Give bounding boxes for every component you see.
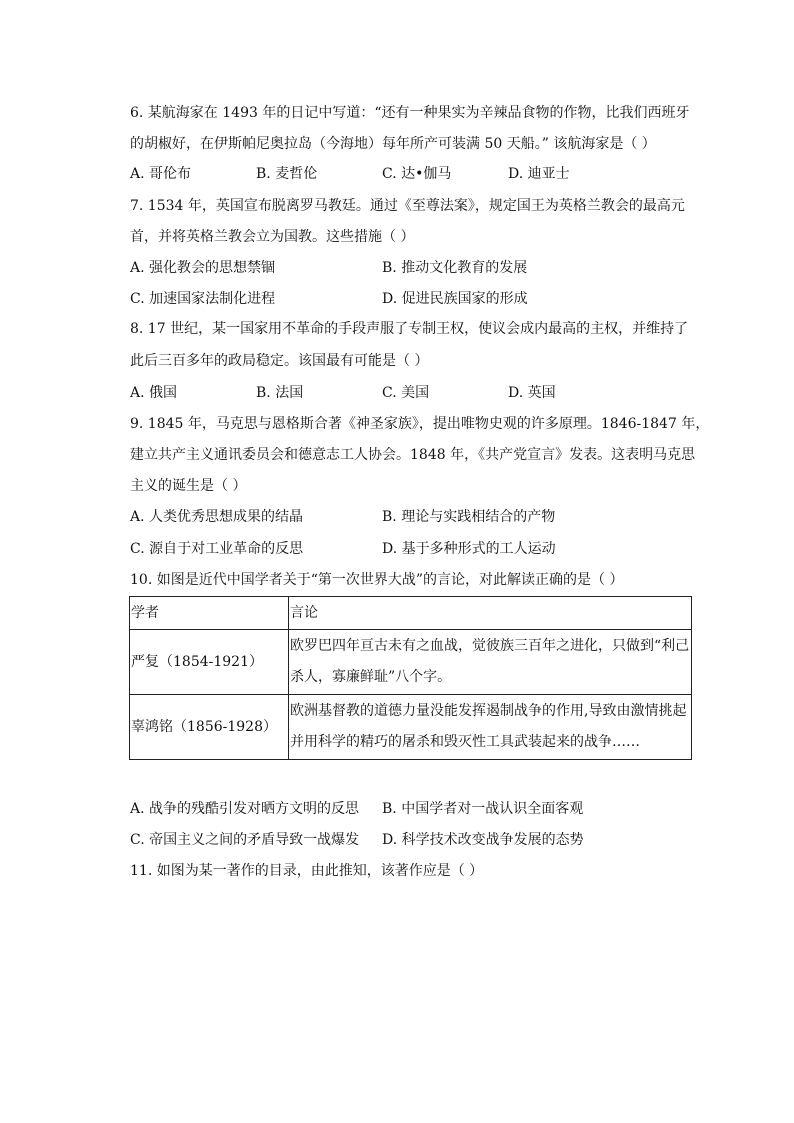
table-header-row — [130, 597, 692, 630]
q8-option-d: D. 英国 — [508, 385, 556, 401]
q10-option-d: D. 科学技术改变战争发展的态势 — [382, 832, 584, 848]
q9-stem-line3: 主义的诞生是（ ） — [130, 478, 247, 494]
q7-option-a: A. 强化教会的思想禁锢 — [130, 260, 276, 276]
table-header-scholar: 学者 — [130, 597, 289, 630]
q10-option-a: A. 战争的残酷引发对晒方文明的反思 — [130, 801, 360, 817]
q7-stem-line2: 首，并将英格兰教会立为国教。这些措施（ ） — [130, 229, 415, 245]
q6-option-b: B. 麦哲伦 — [256, 166, 318, 182]
table-header-quote: 言论 — [289, 597, 692, 630]
q7-stem-line1: 7. 1534 年，英国宣布脱离罗马教廷。通过《至尊法案》，规定国王为英格兰教会的最高元 — [130, 198, 685, 214]
q7-option-b: B. 推动文化教育的发展 — [382, 260, 528, 276]
q6-option-d: D. 迪亚士 — [508, 166, 570, 182]
scholar-quote-table — [129, 596, 692, 760]
q7-option-c: C. 加速国家法制化进程 — [130, 291, 276, 307]
q10-stem: 10. 如图是近代中国学者关于“第一次世界大战”的言论，对此解读正确的是（ ） — [130, 572, 624, 588]
q9-option-a: A. 人类优秀思想成果的结晶 — [130, 509, 304, 525]
q9-option-c: C. 源自于对工业革命的反思 — [130, 541, 304, 557]
q7-option-d: D. 促进民族国家的形成 — [382, 291, 528, 307]
table-cell-scholar: 辜鸿铭（1856-1928） — [130, 695, 289, 760]
table-row — [130, 630, 692, 695]
q9-stem-line1: 9. 1845 年，马克思与恩格斯合著《神圣家族》，提出唯物史观的许多原理。1846-1847 年， — [130, 416, 710, 432]
q6-stem-line2: 的胡椒好，在伊斯帕尼奥拉岛（今海地）每年所产可装满 50 天船。” 该航海家是（ ） — [130, 136, 656, 152]
q9-stem-line2: 建立共产主义通讯委员会和德意志工人协会。1848 年，《共产党宣言》发表。这表明马克思 — [130, 447, 696, 463]
quote-line: 欧罗巴四年亘古未有之血战，觉彼族三百年之进化，只做到“利己 — [290, 638, 690, 654]
q6-option-c: C. 达•伽马 — [382, 166, 452, 182]
q6-stem-line1: 6. 某航海家在 1493 年的日记中写道：“还有一种果实为辛辣品食物的作物，比我们西班牙 — [130, 105, 690, 121]
q10-option-c: C. 帝国主义之间的矛盾导致一战爆发 — [130, 832, 360, 848]
table-cell-scholar: 严复（1854-1921） — [130, 630, 289, 695]
q6-option-a: A. 哥伦布 — [130, 166, 192, 182]
q10-option-b: B. 中国学者对一战认识全面客观 — [382, 801, 584, 817]
q8-option-c: C. 美国 — [382, 385, 430, 401]
q8-stem-line1: 8. 17 世纪，某一国家用不革命的手段声服了专制王权，使议会成内最高的主权，并维持了 — [130, 321, 689, 337]
q9-option-b: B. 理论与实践相结合的产物 — [382, 509, 556, 525]
q8-option-a: A. 俄国 — [130, 385, 178, 401]
table-cell-quote — [289, 630, 692, 695]
quote-line: 杀人，寡廉鲜耻”八个字。 — [290, 669, 452, 685]
q8-stem-line2: 此后三百多年的政局稳定。该国最有可能是（ ） — [130, 353, 429, 369]
table-cell-quote — [289, 695, 692, 760]
table-row — [130, 695, 692, 760]
q11-stem: 11. 如图为某一著作的目录，由此推知，该著作应是（ ） — [130, 863, 484, 879]
quote-line: 欧洲基督教的道德力量没能发挥遏制战争的作用,导致由激情挑起 — [290, 703, 687, 719]
q8-option-b: B. 法国 — [256, 385, 304, 401]
quote-line: 并用科学的精巧的屠杀和毁灭性工具武装起来的战争…… — [290, 734, 640, 750]
q9-option-d: D. 基于多种形式的工人运动 — [382, 541, 556, 557]
